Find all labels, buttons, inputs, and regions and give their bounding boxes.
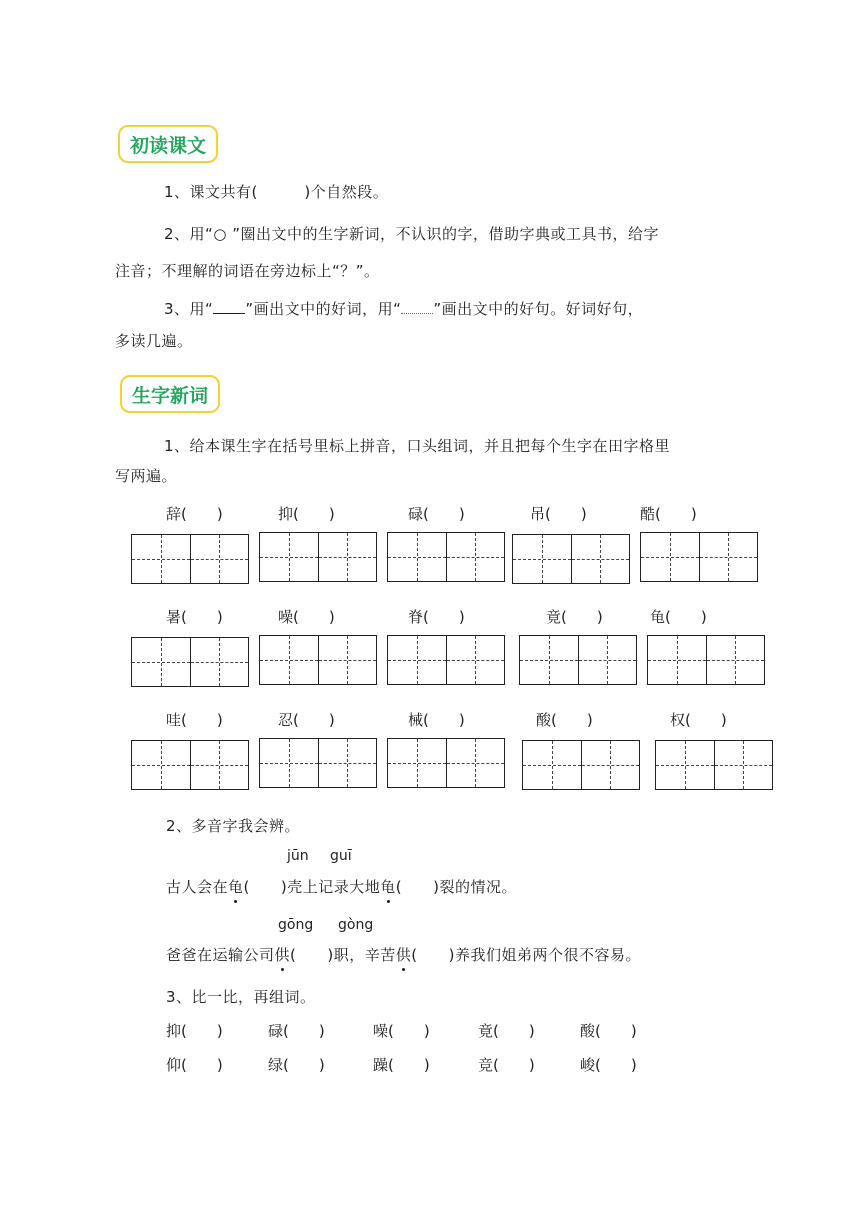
char-label: 械( ) — [408, 711, 465, 729]
question-underline-words: 3、用“ ”画出文中的好词，用“ ”画出文中的好句。好词好句， — [164, 300, 644, 318]
tian-grid[interactable] — [131, 740, 249, 790]
tian-grid[interactable] — [522, 740, 640, 790]
underline-symbol — [213, 303, 245, 314]
tian-grid[interactable] — [131, 534, 249, 584]
section1-questions — [115, 0, 750, 360]
tian-grid[interactable] — [647, 635, 765, 685]
compare-word: 酸( ) — [580, 1022, 637, 1040]
pinyin-annotation: gōng — [278, 917, 314, 933]
emphasized-char: 龟 — [228, 878, 244, 896]
char-label: 哇( ) — [166, 711, 223, 729]
question-pinyin-instructions-cont: 写两遍。 — [115, 467, 178, 485]
tian-grid[interactable] — [259, 635, 377, 685]
tian-grid[interactable] — [387, 738, 505, 788]
compare-word: 绿( ) — [268, 1056, 325, 1074]
compare-word: 仰( ) — [166, 1056, 223, 1074]
question-polyphonic: 2、多音字我会辨。 — [166, 817, 301, 835]
tian-grid[interactable] — [512, 534, 630, 584]
emphasized-char: 供 — [395, 946, 412, 964]
char-label: 龟( ) — [650, 608, 707, 626]
tian-grid[interactable] — [655, 740, 773, 790]
pinyin-annotation: guī — [330, 848, 352, 864]
question-circle-words-cont: 注音；不理解的词语在旁边标上“？”。 — [115, 262, 380, 280]
compare-word: 竞( ) — [478, 1056, 535, 1074]
section-title-new-characters: 生字新词 — [120, 375, 220, 413]
char-label: 抑( ) — [278, 505, 335, 523]
wavy-line-symbol — [401, 303, 433, 314]
pinyin-annotation: jūn — [287, 848, 309, 864]
tian-grid[interactable] — [387, 532, 505, 582]
question-compare: 3、比一比，再组词。 — [166, 988, 316, 1006]
char-label: 噪( ) — [278, 608, 335, 626]
tian-grid[interactable] — [259, 738, 377, 788]
question-pinyin-instructions: 1、给本课生字在括号里标上拼音，口头组词，并且把每个生字在田字格里 — [164, 437, 671, 455]
char-label: 忍( ) — [278, 711, 335, 729]
char-label: 酷( ) — [640, 505, 697, 523]
circle-symbol: ○ — [213, 225, 227, 243]
char-label: 碌( ) — [408, 505, 465, 523]
emphasized-char: 龟 — [380, 878, 396, 896]
compare-word: 噪( ) — [373, 1022, 430, 1040]
char-label: 暑( ) — [166, 608, 223, 626]
pinyin-annotation: gòng — [338, 917, 374, 933]
char-label: 权( ) — [670, 711, 727, 729]
char-label: 吊( ) — [530, 505, 587, 523]
tian-grid[interactable] — [640, 532, 758, 582]
question-circle-words: 2、用“○ ”圈出文中的生字新词，不认识的字，借助字典或工具书，给字 — [164, 225, 659, 243]
compare-word: 碌( ) — [268, 1022, 325, 1040]
compare-word: 竟( ) — [478, 1022, 535, 1040]
char-label: 脊( ) — [408, 608, 465, 626]
polyphonic-sentence-2: 爸爸在运输公司供( )职，辛苦供( )养我们姐弟两个很不容易。 — [166, 946, 641, 964]
compare-word: 躁( ) — [373, 1056, 430, 1074]
tian-grid[interactable] — [519, 635, 637, 685]
char-label: 酸( ) — [536, 711, 593, 729]
compare-word: 抑( ) — [166, 1022, 223, 1040]
question-paragraph-count: 1、课文共有( )个自然段。 — [164, 183, 389, 201]
tian-grid[interactable] — [387, 635, 505, 685]
polyphonic-sentence-1: 古人会在龟( )壳上记录大地龟( )裂的情况。 — [166, 878, 517, 896]
tian-grid[interactable] — [131, 637, 249, 687]
tian-grid[interactable] — [259, 532, 377, 582]
section-title-first-reading: 初读课文 — [118, 125, 218, 163]
char-label: 竟( ) — [546, 608, 603, 626]
char-label: 辞( ) — [166, 505, 223, 523]
question-underline-words-cont: 多读几遍。 — [115, 332, 193, 350]
compare-word: 峻( ) — [580, 1056, 637, 1074]
emphasized-char: 供 — [274, 946, 291, 964]
